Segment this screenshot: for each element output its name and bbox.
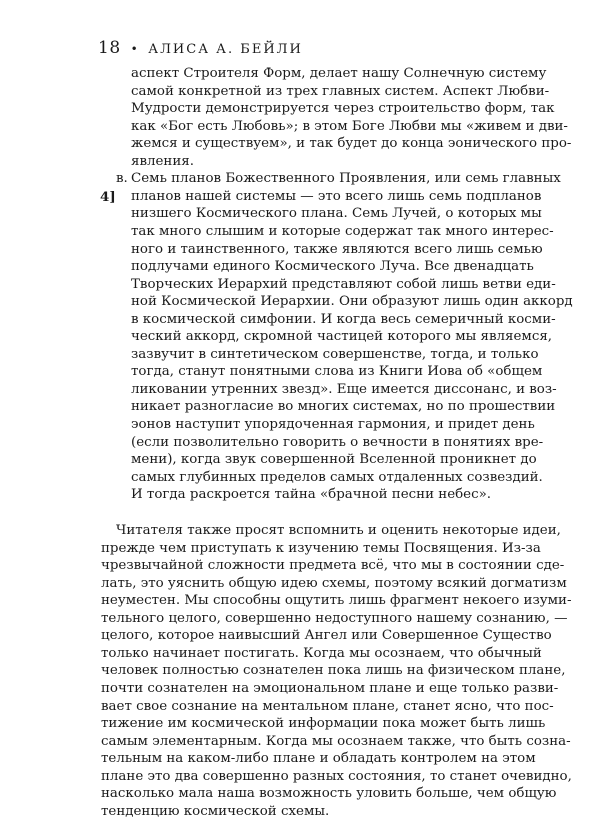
text-line: (если позволительно говорить о вечности в понятиях вре- bbox=[131, 434, 544, 450]
author-name: АЛИСА А. БЕЙЛИ bbox=[148, 42, 303, 57]
text-line: самых глубинных пределов самых отдаленных созвездий. bbox=[131, 469, 543, 485]
text-line: прежде чем приступать к изучению темы Посвящения. Из-за bbox=[101, 540, 541, 556]
header-bullet: • bbox=[130, 42, 139, 56]
text-line: самым элементарным. Когда мы осознаем также, что быть созна- bbox=[101, 733, 571, 749]
text-line: планов нашей системы — это всего лишь семь подпланов bbox=[131, 188, 542, 204]
page-number: 18 bbox=[98, 38, 121, 58]
text-line: неуместен. Мы способны ощутить лишь фрагмент некоего изуми- bbox=[101, 593, 572, 609]
text-line: тельного целого, совершенно недоступного нашему сознанию, — bbox=[101, 610, 568, 626]
text-line: человек полностью сознателен пока лишь на физическом плане, bbox=[101, 663, 566, 679]
text-line: Творческих Иерархий представляют собой лишь ветви еди- bbox=[131, 276, 556, 292]
text-line: тельным на каком-либо плане и обладать контролем на этом bbox=[101, 751, 536, 767]
text-line: как «Бог есть Любовь»; в этом Боге Любви мы «живем и дви- bbox=[131, 118, 568, 134]
text-line: Семь планов Божественного Проявления, или семь главных bbox=[131, 171, 561, 187]
text-line: Мудрости демонстрируется через строительство форм, так bbox=[131, 101, 555, 117]
text-line: И тогда раскроется тайна «брачной песни небес». bbox=[131, 487, 492, 503]
text-line: тижение им космической информации пока может быть лишь bbox=[101, 716, 546, 732]
text-line: самой конкретной из трех главных систем. Аспект Любви- bbox=[131, 83, 550, 99]
text-line: аспект Строителя Форм, делает нашу Солнечную систему bbox=[131, 66, 547, 81]
text-line: так много слышим и которые содержат так много интерес- bbox=[131, 223, 554, 239]
text-line: чрезвычайной сложности предмета всё, что мы в состоянии сде- bbox=[101, 558, 565, 574]
list-marker-b: в. bbox=[116, 171, 128, 187]
text-line: мени), когда звук совершенной Вселенной проникнет до bbox=[131, 452, 537, 468]
text-line: низшего Космического плана. Семь Лучей, о которых мы bbox=[131, 206, 542, 222]
text-line: почти сознателен на эмоциональном плане и еще только разви- bbox=[101, 680, 559, 696]
text-line: ного и таинственного, также являются всего лишь семью bbox=[131, 241, 543, 257]
text-line: ликовании утренних звезд». Еще имеется диссонанс, и воз- bbox=[131, 381, 557, 397]
text-line: жемся и существуем», и так будет до конца эонического про- bbox=[131, 136, 572, 152]
text-line: тенденцию космической схемы. bbox=[101, 803, 330, 819]
text-line: лать, это уяснить общую идею схемы, поэтому всякий догматизм bbox=[101, 575, 567, 591]
text-line: подлучами единого Космического Луча. Все двенадцать bbox=[131, 259, 534, 275]
text-line: насколько мала наша возможность уловить больше, чем общую bbox=[101, 786, 557, 802]
text-line: тогда, станут понятными слова из Книги Иова об «общем bbox=[131, 364, 543, 380]
text-line: ной Космической Иерархии. Они образуют лишь один аккорд bbox=[131, 294, 573, 310]
running-header bbox=[98, 38, 303, 58]
text-line: никает разногласие во многих системах, но по прошествии bbox=[131, 399, 556, 415]
text-line: Читателя также просят вспомнить и оценить некоторые идеи, bbox=[116, 523, 561, 538]
text-line: только начинает постигать. Когда мы осознаем, что обычный bbox=[101, 645, 542, 661]
text-line: зазвучит в синтетическом совершенстве, тогда, и только bbox=[131, 346, 539, 362]
text-line: ческий аккорд, скромной частицей которого мы являемся, bbox=[131, 329, 553, 345]
text-line: в космической симфонии. И когда весь семеричный косми- bbox=[131, 311, 556, 327]
text-line: эонов наступит упорядоченная гармония, и придет день bbox=[131, 417, 535, 432]
text-line: явления. bbox=[131, 153, 194, 169]
text-line: вает свое сознание на ментальном плане, станет ясно, что пос- bbox=[101, 698, 554, 714]
text-line: целого, которое наивысший Ангел или Совершенное Существо bbox=[101, 628, 552, 644]
margin-page-reference: 4] bbox=[100, 188, 116, 205]
text-line: плане это два совершенно разных состояния, то станет очевидно, bbox=[101, 768, 572, 784]
